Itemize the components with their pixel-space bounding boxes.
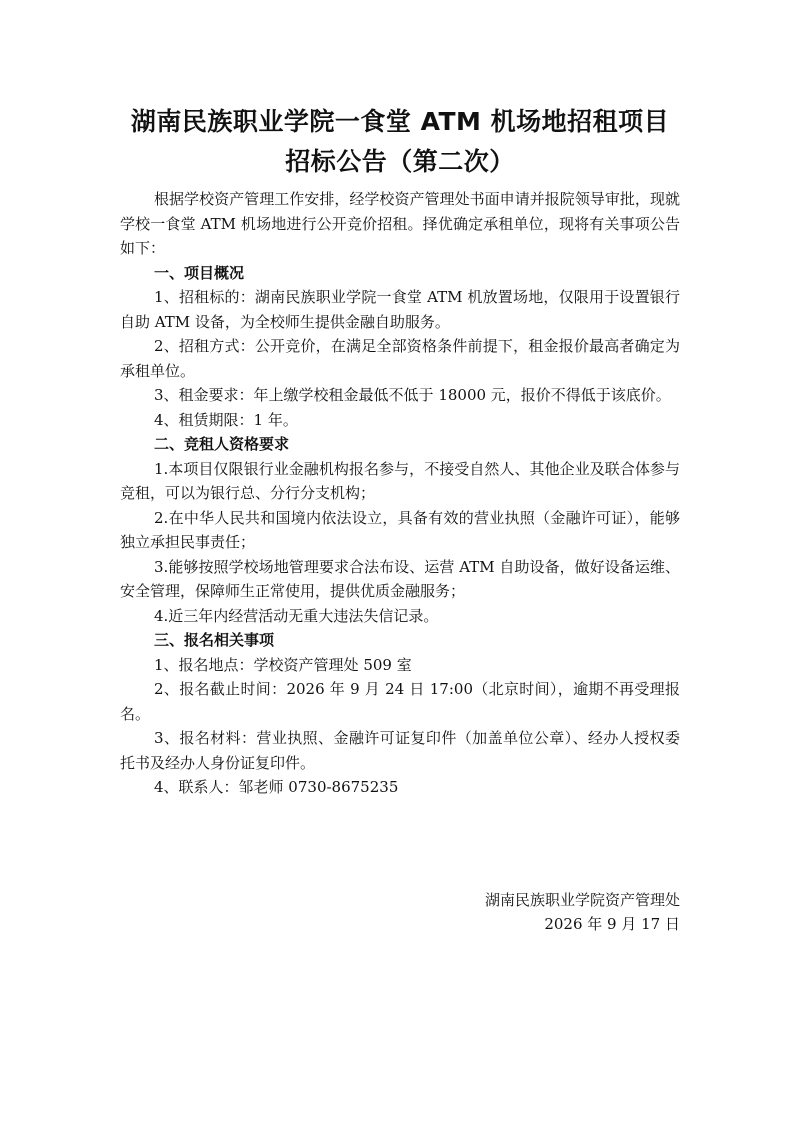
section3-item: 3、报名材料：营业执照、金融许可证复印件（加盖单位公章）、经办人授权委托书及经办人身份证复印件。 <box>120 729 680 772</box>
section1-item: 2、招租方式：公开竞价，在满足全部资格条件前提下，租金报价最高者确定为承租单位。 <box>120 337 680 380</box>
section2-item: 1.本项目仅限银行业金融机构报名参与，不接受自然人、其他企业及联合体参与竞租，可以为银行总、分行分支机构； <box>120 459 680 502</box>
section2-heading: 二、竞租人资格要求 <box>154 435 290 453</box>
document-body <box>120 187 680 800</box>
section3-item: 4、联系人：邹老师 0730-8675235 <box>154 778 399 796</box>
signature-org: 湖南民族职业学院资产管理处 <box>484 891 680 909</box>
section2-item: 4.近三年内经营活动无重大违法失信记录。 <box>154 606 439 625</box>
intro-paragraph: 根据学校资产管理工作安排，经学校资产管理处书面申请并报院领导审批，现就学校一食堂 ATM 机场地进行公开竞价招租。择优确定承租单位，现将有关事项公告如下： <box>120 190 680 257</box>
document-title-line2: 招标公告（第二次） <box>285 147 515 176</box>
section1-item: 3、租金要求：年上缴学校租金最低不低于 18000 元，报价不得低于该底价。 <box>154 386 671 404</box>
section2-item: 2.在中华人民共和国境内依法设立，具备有效的营业执照（金融许可证），能够独立承担民事责任； <box>120 508 680 551</box>
document-title-line1: 湖南民族职业学院一食堂 ATM 机场地招租项目 <box>130 107 670 136</box>
signature-block <box>485 888 680 936</box>
signature-date: 2026 年 9 月 17 日 <box>544 915 680 933</box>
section3-item: 2、报名截止时间：2026 年 9 月 24 日 17:00（北京时间），逾期不再受理报名。 <box>120 680 680 723</box>
section3-heading: 三、报名相关事项 <box>154 631 275 649</box>
section1-item: 4、租赁期限：1 年。 <box>154 410 298 429</box>
section1-heading: 一、项目概况 <box>154 263 245 282</box>
section1-item: 1、招租标的：湖南民族职业学院一食堂 ATM 机放置场地，仅限用于设置银行自助 ATM 设备，为全校师生提供金融自助服务。 <box>120 288 680 331</box>
section2-item: 3.能够按照学校场地管理要求合法布设、运营 ATM 自助设备，做好设备运维、安全管理，保障师生正常使用，提供优质金融服务； <box>120 557 680 600</box>
section3-item: 1、报名地点：学校资产管理处 509 室 <box>154 655 412 674</box>
